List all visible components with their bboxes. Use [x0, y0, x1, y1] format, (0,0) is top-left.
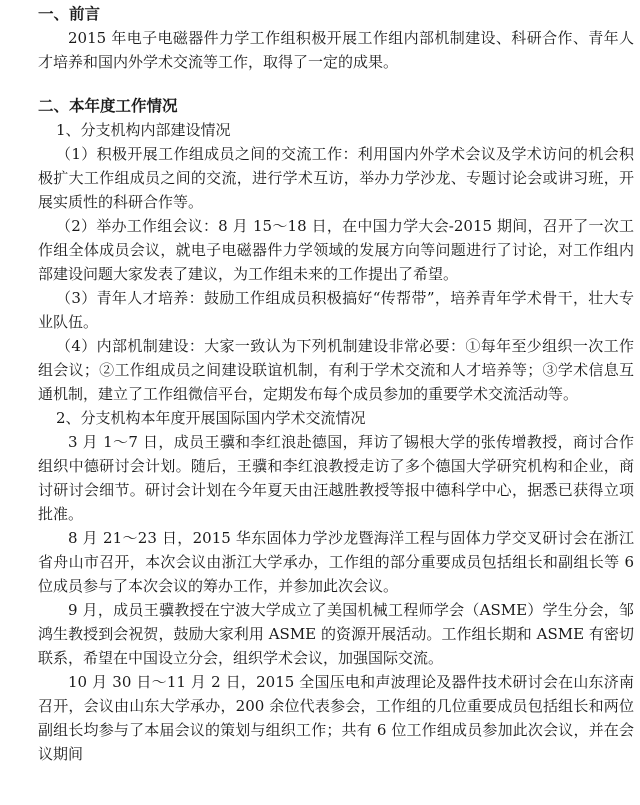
document-page [38, 2, 634, 766]
item-paragraph: （3）青年人才培养：鼓励工作组成员积极搞好“传帮带”，培养青年学术骨干，壮大专业队伍。 [38, 289, 634, 331]
preface-paragraph: 2015 年电子电磁器件力学工作组积极开展工作组内部机制建设、科研合作、青年人才培养和国内外学术交流等工作，取得了一定的成果。 [38, 29, 634, 71]
section-heading-preface: 一、前言 [38, 5, 101, 23]
event-paragraph: 8 月 21～23 日，2015 华东固体力学沙龙暨海洋工程与固体力学交叉研讨会在浙江省舟山市召开，本次会议由浙江大学承办，工作组的部分重要成员包括组长和副组长等 6 位成员参与了本次会议的筹办工作，并参加此次会议。 [38, 529, 634, 595]
item-paragraph: （2）举办工作组会议：8 月 15～18 日，在中国力学大会-2015 期间，召开了一次工作组全体成员会议，就电子电磁器件力学领域的发展方向等问题进行了讨论，对工作组内部建设问题大家发表了建议，为工作组未来的工作提出了希望。 [38, 217, 634, 283]
subheading-exchange: 2、分支机构本年度开展国际国内学术交流情况 [56, 409, 366, 427]
event-paragraph: 10 月 30 日～11 月 2 日，2015 全国压电和声波理论及器件技术研讨会在山东济南召开，会议由山东大学承办，200 余位代表参会，工作组的几位重要成员包括组长和两位副组长均参与了本届会议的策划与组织工作；共有 6 位工作组成员参加此次会议，并在会议期间 [38, 673, 634, 763]
subheading-internal-building: 1、分支机构内部建设情况 [56, 121, 231, 139]
event-paragraph: 3 月 1～7 日，成员王骥和李红浪赴德国，拜访了锡根大学的张传增教授，商讨合作组织中德研讨会计划。随后，王骥和李红浪教授走访了多个德国大学研究机构和企业，商讨研讨会细节。研讨会计划在今年夏天由汪越胜教授等报中德科学中心，据悉已获得立项批准。 [38, 433, 634, 523]
item-paragraph: （1）积极开展工作组成员之间的交流工作：利用国内外学术会议及学术访问的机会积极扩大工作组成员之间的交流，进行学术互访，举办力学沙龙、专题讨论会或讲习班，开展实质性的科研合作等。 [38, 145, 634, 211]
event-paragraph: 9 月，成员王骥教授在宁波大学成立了美国机械工程师学会（ASME）学生分会，邹鸿生教授到会祝贺，鼓励大家利用 ASME 的资源开展活动。工作组长期和 ASME 有密切联系，希望在中国设立分会，组织学术会议，加强国际交流。 [38, 601, 634, 667]
section-heading-work: 二、本年度工作情况 [38, 97, 178, 115]
item-paragraph: （4）内部机制建设：大家一致认为下列机制建设非常必要：①每年至少组织一次工作组会议；②工作组成员之间建设联谊机制，有利于学术交流和人才培养等；③学术信息互通机制，建立了工作组微信平台，定期发布每个成员参加的重要学术交流活动等。 [38, 337, 634, 403]
